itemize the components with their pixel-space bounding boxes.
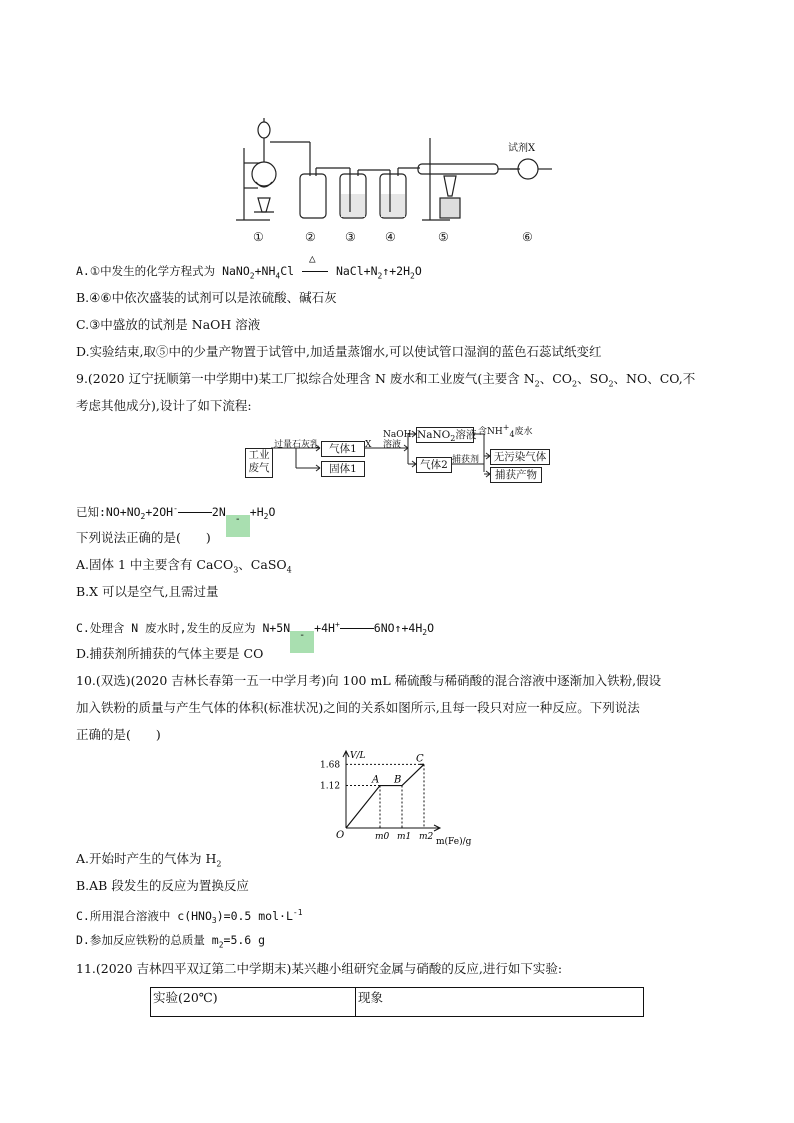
label-5: ⑤ bbox=[438, 230, 449, 244]
q11-table bbox=[150, 987, 644, 1017]
label-3: ③ bbox=[345, 230, 356, 244]
label-2: ② bbox=[305, 230, 316, 244]
q8-option-d: D.实验结束,取⑤中的少量产物置于试管中,加适量蒸馏水,可以使试管口湿润的蓝色石蕊试纸变红 bbox=[76, 344, 602, 359]
label-4: ④ bbox=[385, 230, 396, 244]
table-row bbox=[151, 988, 644, 1017]
x-tick-label: m0 bbox=[375, 832, 390, 842]
x-axis-label: m(Fe)/g bbox=[436, 837, 472, 847]
flow-lime-label: 过量石灰乳 bbox=[274, 440, 320, 450]
q9-question: 下列说法正确的是( ) bbox=[76, 530, 211, 545]
reagent-x-label: 试剂X bbox=[508, 143, 536, 154]
table-header-phenomenon: 现象 bbox=[356, 988, 644, 1017]
table-header-experiment: 实验(20℃) bbox=[151, 988, 356, 1017]
q10-option-b: B.AB 段发生的反应为置换反应 bbox=[76, 878, 249, 893]
y-axis-label: V/L bbox=[350, 751, 366, 761]
point-label: A bbox=[372, 774, 380, 786]
q10-option-a: A.开始时产生的气体为 $H_2$ bbox=[76, 851, 222, 869]
point-label: B bbox=[394, 774, 402, 786]
x-tick-label: m2 bbox=[419, 832, 434, 842]
flow-feed-box: 工业 废气 bbox=[245, 448, 273, 478]
x-tick-label: m1 bbox=[397, 832, 412, 842]
q9-stem-line2: 考虑其他成分),设计了如下流程: bbox=[76, 398, 252, 413]
q10-option-c: C.所用混合溶液中 $c(HNO_3)=0.5$ $mol\cdot L^{-1}$ bbox=[76, 908, 303, 926]
flow-solid1-box: 固体1 bbox=[321, 461, 365, 477]
flow-nano2-box: NaNO$_2$溶液 bbox=[417, 429, 477, 444]
q9-option-a: A.固体 1 中主要含有 CaCO$_3$、CaSO$_4$ bbox=[76, 557, 292, 575]
flow-naoh-label: NaOH 溶液 bbox=[383, 430, 412, 450]
q9-option-c: C.处理含 N 废水时,发生的反应为 N+5N-+4H+ $6NO↑+4H_2O$ bbox=[76, 616, 434, 653]
flow-clean-gas-box: 无污染气体 bbox=[490, 449, 550, 465]
highlight-mark: - bbox=[226, 515, 250, 537]
q9-known: 已知$:NO+NO_2+2OH^-$ $2N-+H_2O$ bbox=[76, 500, 275, 537]
q10-chart bbox=[300, 748, 500, 848]
origin-label: O bbox=[336, 830, 345, 841]
flow-x-label: X bbox=[365, 440, 372, 450]
series-line bbox=[346, 764, 424, 828]
y-tick-label: 1.12 bbox=[320, 781, 341, 792]
flow-gas2-box: 气体2 bbox=[416, 457, 452, 473]
q10-option-d: D.参加反应铁粉的总质量 $m_2=5.6$ g bbox=[76, 933, 266, 950]
q8-option-a: A.①中发生的化学方程式为 $NaNO_2+NH_4Cl$ △ $NaCl+N_2↑+2H_2O$ bbox=[76, 252, 422, 281]
flow-capture-label: 捕获剂 bbox=[452, 455, 480, 465]
y-tick-label: 1.68 bbox=[320, 760, 341, 771]
flow-gas1-box: 气体1 bbox=[321, 441, 365, 457]
q10-stem-line1: 10.(双选)(2020 吉林长春第一五一中学月考)向 100 mL 稀硫酸与稀硝酸的混合溶液中逐渐加入铁粉,假设 bbox=[76, 673, 662, 688]
label-6: ⑥ bbox=[522, 230, 533, 244]
q9-option-d: D.捕获剂所捕获的气体主要是 CO bbox=[76, 646, 264, 661]
q11-stem: 11.(2020 吉林四平双辽第二中学期末)某兴趣小组研究金属与硝酸的反应,进行如下实验: bbox=[76, 961, 563, 976]
q8-option-b: B.④⑥中依次盛装的试剂可以是浓硫酸、碱石灰 bbox=[76, 290, 337, 305]
flow-product-box: 捕获产物 bbox=[490, 467, 542, 483]
q10-stem-line2: 加入铁粉的质量与产生气体的体积(标准状况)之间的关系如图所示,且每一段只对应一种反应。下列说法 bbox=[76, 700, 640, 715]
q10-stem-line3: 正确的是( ) bbox=[76, 727, 161, 742]
highlight-mark: - bbox=[290, 631, 314, 653]
point-label: C bbox=[416, 753, 424, 765]
flow-nh4-label: 含$NH^+_4$废水 bbox=[478, 423, 533, 439]
q9-option-b: B.X 可以是空气,且需过量 bbox=[76, 584, 219, 599]
q9-stem-line1: 9.(2020 辽宁抚顺第一中学期中)某工厂拟综合处理含 N 废水和工业废气(主要含 $N_2$、$CO_2$、$SO_2$、NO、CO,不 bbox=[76, 371, 696, 389]
apparatus-diagram bbox=[230, 108, 570, 248]
q8-option-c: C.③中盛放的试剂是 NaOH 溶液 bbox=[76, 317, 261, 332]
label-1: ① bbox=[253, 230, 264, 244]
